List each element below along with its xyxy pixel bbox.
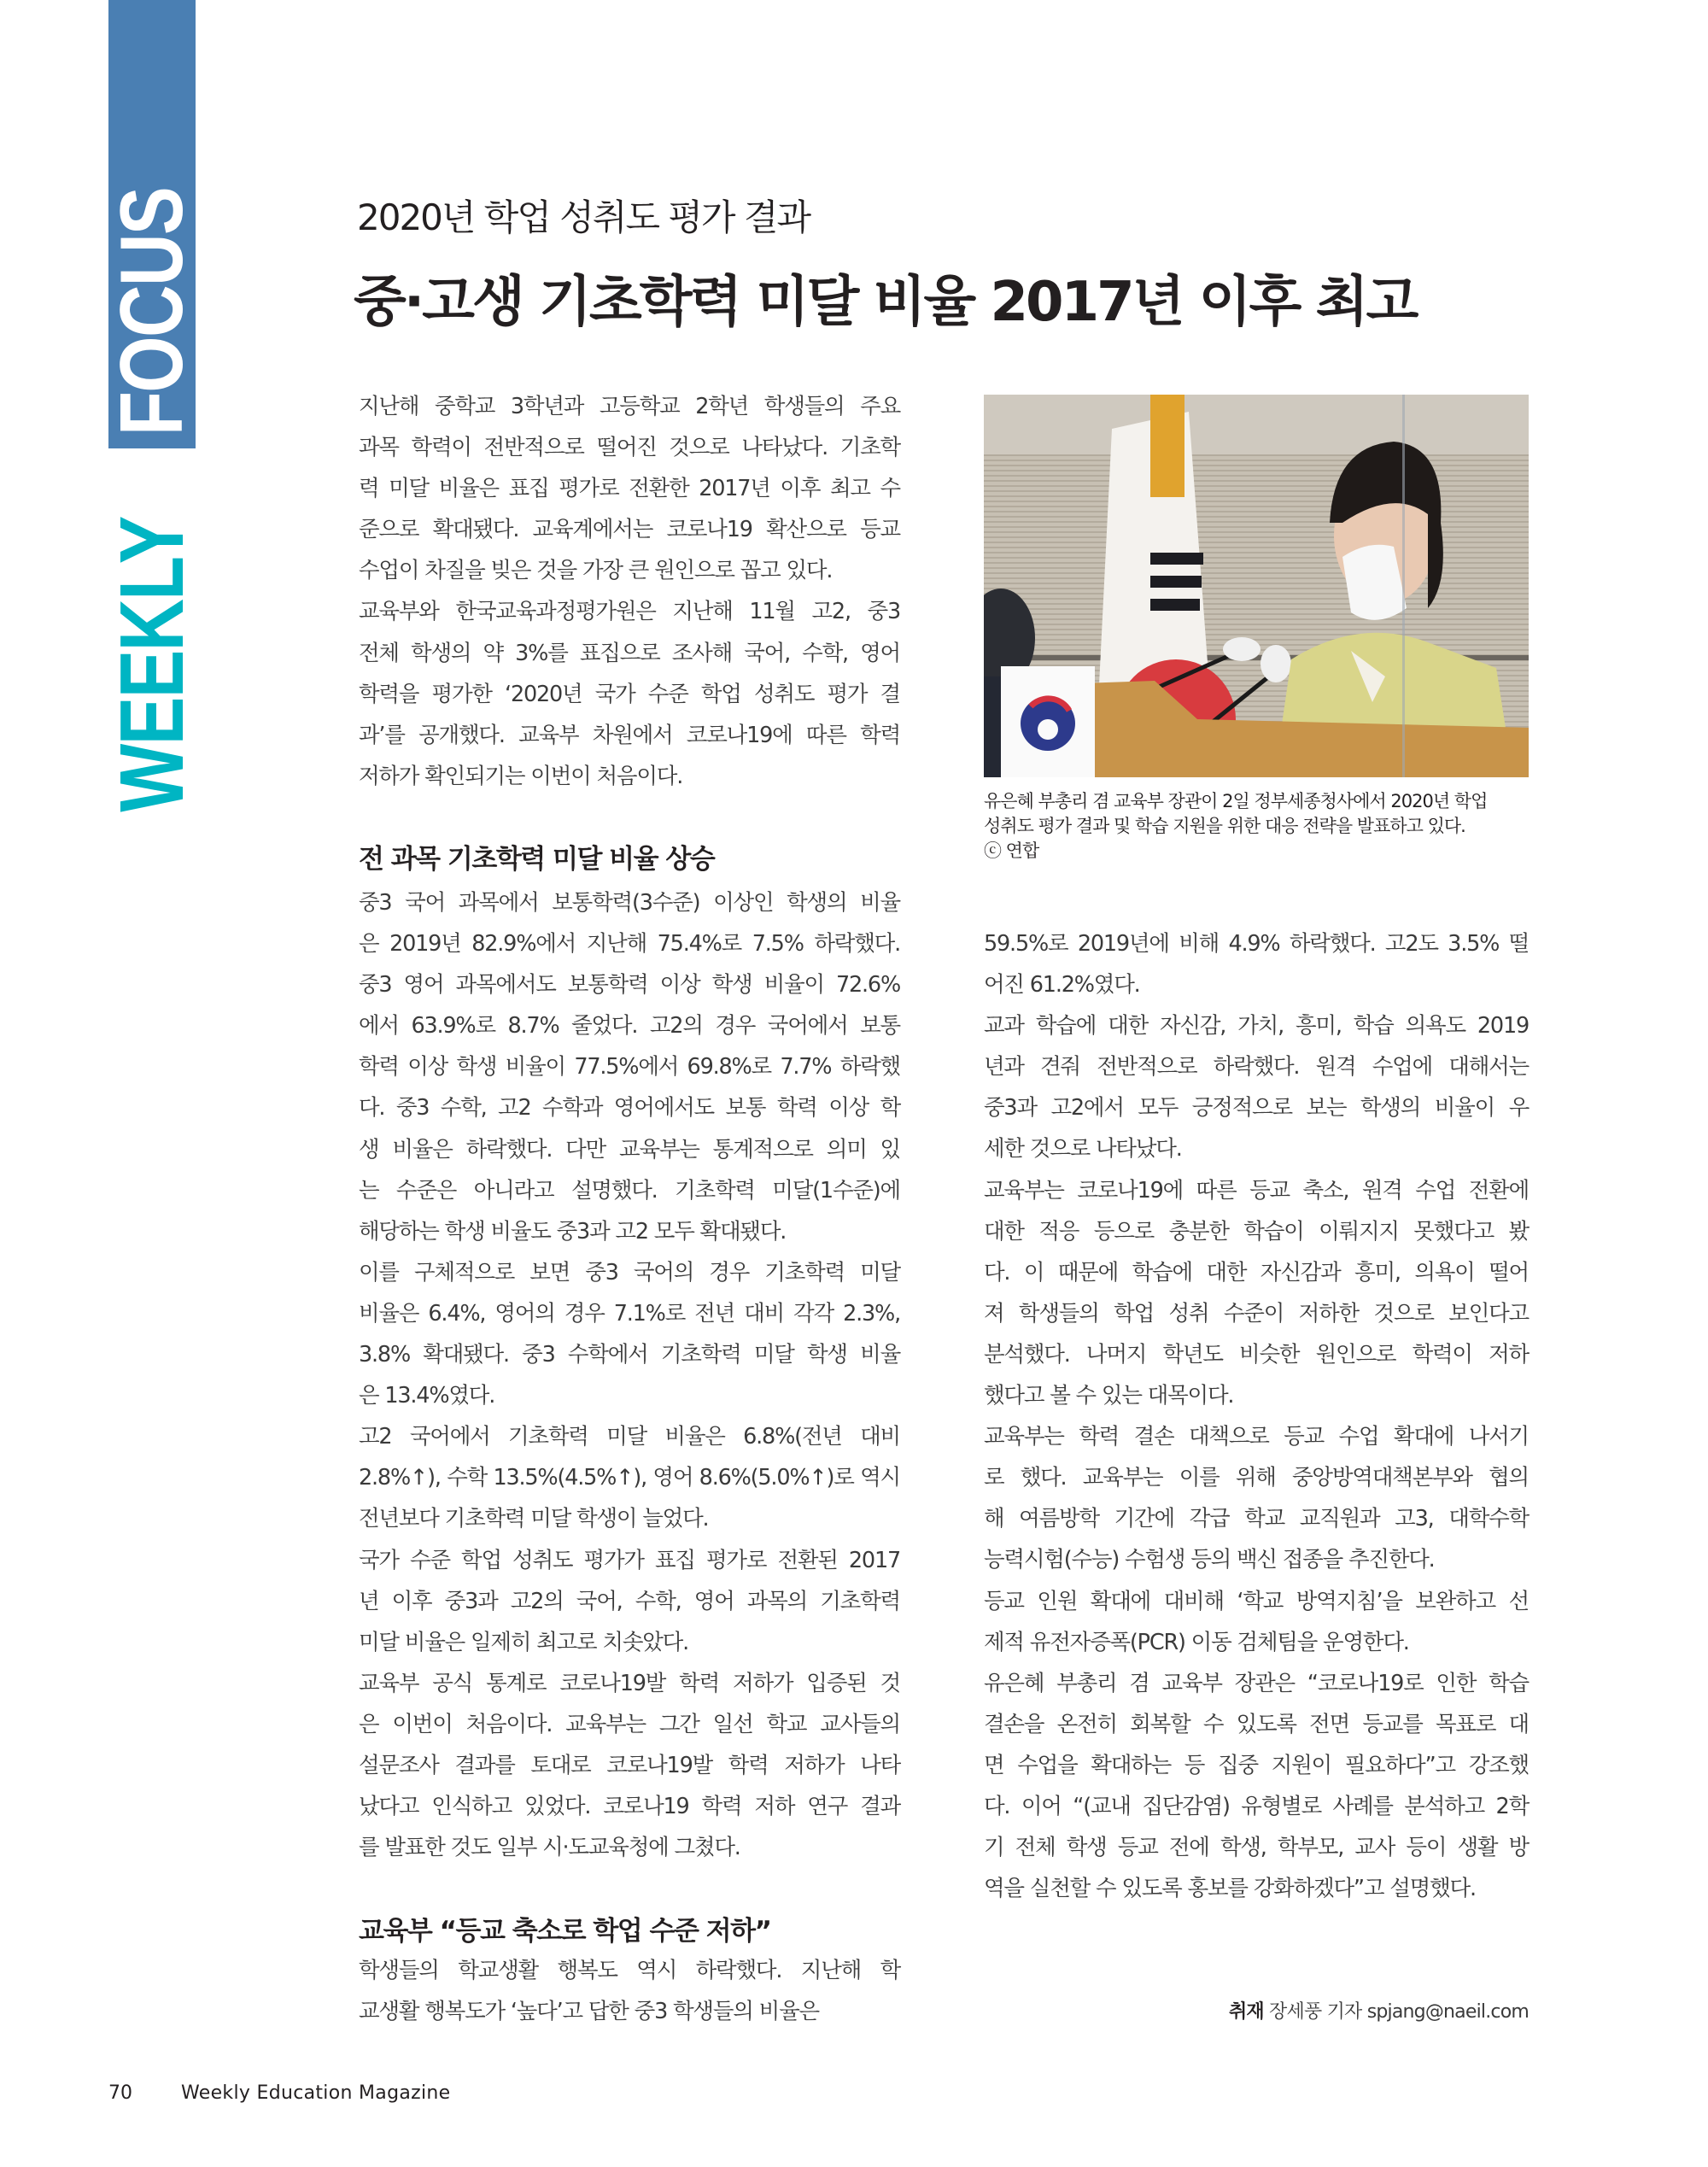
caption-line: ⓒ 연합: [984, 840, 1039, 861]
body-text-line: 59.5%로 2019년에 비해 4.9% 하락했다. 고2도 3.5% 떨: [984, 931, 1529, 957]
body-text-line: 년과 견줘 전반적으로 하락했다. 원격 수업에 대해서는: [984, 1054, 1529, 1081]
body-text-line: 로 했다. 교육부는 이를 위해 중앙방역대책본부와 협의: [984, 1465, 1529, 1491]
body-text-line: 어진 61.2%였다.: [984, 972, 1140, 999]
body-text-line: 해 여름방학 기간에 각급 학교 교직원과 고3, 대학수학: [984, 1506, 1529, 1532]
body-text-line: 2.8%↑), 수학 13.5%(4.5%↑), 영어 8.6%(5.0%↑)로 역시: [359, 1465, 900, 1491]
byline: [1229, 1997, 1529, 2024]
body-text-line: 미달 비율은 일제히 최고로 치솟았다.: [359, 1629, 689, 1655]
body-text-line: 생 비율은 하락했다. 다만 교육부는 통계적으로 의미 있: [359, 1136, 900, 1163]
body-text-line: 다. 중3 수학, 고2 수학과 영어에서도 보통 학력 이상 학: [359, 1095, 900, 1122]
body-text-line: 중3과 고2에서 모두 긍정적으로 보는 학생의 비율이 우: [984, 1095, 1529, 1122]
body-text-line: 학력을 평가한 ‘2020년 국가 수준 학업 성취도 평가 결: [359, 681, 900, 707]
body-text-line: 고2 국어에서 기초학력 미달 비율은 6.8%(전년 대비: [359, 1424, 900, 1450]
body-text-line: 과’를 공개했다. 교육부 차원에서 코로나19에 따른 학력: [359, 722, 900, 748]
body-text-line: 비율은 6.4%, 영어의 경우 7.1%로 전년 대비 각각 2.3%,: [359, 1300, 900, 1327]
byline-text: 장세풍 기자 spjang@naeil.com: [1269, 2001, 1529, 2023]
body-text-line: 해당하는 학생 비율도 중3과 고2 모두 확대됐다.: [359, 1218, 787, 1245]
body-text-line: 교과 학습에 대한 자신감, 가치, 흥미, 학습 의욕도 2019: [984, 1013, 1529, 1040]
right-body-block: [984, 923, 1529, 1909]
focus-label-wrap: [102, 187, 202, 436]
caption-line: 유은혜 부총리 겸 교육부 장관이 2일 정부세종청사에서 2020년 학업: [984, 791, 1488, 811]
body-text-line: 국가 수준 학업 성취도 평가가 표집 평가로 전환된 2017: [359, 1547, 900, 1573]
left-section1-block: [359, 882, 900, 1868]
body-text-line: 설문조사 결과를 토대로 코로나19발 학력 저하가 나타: [359, 1752, 900, 1778]
body-text-line: 등교 인원 확대에 대비해 ‘학교 방역지침’을 보완하고 선: [984, 1588, 1529, 1614]
press-briefing-image: [984, 395, 1529, 777]
body-text-line: 전년보다 기초학력 미달 학생이 늘었다.: [359, 1506, 709, 1532]
body-text-line: 대한 적응 등으로 충분한 학습이 이뤄지지 못했다고 봤: [984, 1218, 1529, 1245]
body-text-line: 교육부는 학력 결손 대책으로 등교 수업 확대에 나서기: [984, 1424, 1529, 1450]
body-text-line: 년 이후 중3과 고2의 국어, 수학, 영어 과목의 기초학력: [359, 1588, 900, 1614]
body-text-line: 다. 이어 “(교내 집단감염) 유형별로 사례를 분석하고 2학: [984, 1793, 1529, 1819]
body-text-line: 과목 학력이 전반적으로 떨어진 것으로 나타났다. 기초학: [359, 435, 900, 461]
section-heading-2: 교육부 “등교 축소로 학업 수준 저하”: [359, 1916, 771, 1947]
body-text-line: 은 13.4%였다.: [359, 1383, 495, 1409]
body-text-line: 저하가 확인되기는 이번이 처음이다.: [359, 763, 683, 789]
body-text-line: 결손을 온전히 회복할 수 있도록 전면 등교를 목표로 대: [984, 1711, 1529, 1737]
body-text-line: 했다고 볼 수 있는 대목이다.: [984, 1383, 1234, 1409]
body-text-line: 교육부 공식 통계로 코로나19발 학력 저하가 입증된 것: [359, 1670, 900, 1696]
body-text-line: 는 수준은 아니라고 설명했다. 기초학력 미달(1수준)에: [359, 1177, 900, 1204]
body-text-line: 중3 영어 과목에서도 보통학력 이상 학생 비율이 72.6%: [359, 972, 900, 999]
caption-line: 성취도 평가 결과 및 학습 지원을 위한 대응 전략을 발표하고 있다.: [984, 816, 1465, 836]
body-text-line: 력 미달 비율은 표집 평가로 전환한 2017년 이후 최고 수: [359, 476, 900, 502]
body-text-line: 기 전체 학생 등교 전에 학생, 학부모, 교사 등이 생활 방: [984, 1835, 1529, 1861]
body-text-line: 수업이 차질을 빚은 것을 가장 큰 원인으로 꼽고 있다.: [359, 558, 833, 584]
magazine-name: Weekly Education Magazine: [181, 2082, 451, 2104]
byline-label: 취재: [1228, 2001, 1264, 2023]
body-text-line: 에서 63.9%로 8.7% 줄었다. 고2의 경우 국어에서 보통: [359, 1013, 900, 1040]
weekly-label: WEEKLY: [102, 516, 203, 812]
article-photo: [984, 395, 1529, 777]
body-text-line: 다. 이 때문에 학습에 대한 자신감과 흥미, 의욕이 떨어: [984, 1259, 1529, 1286]
left-intro-block: [359, 386, 900, 797]
body-text-line: 은 이번이 처음이다. 교육부는 그간 일선 학교 교사들의: [359, 1711, 900, 1737]
article-kicker: 2020년 학업 성취도 평가 결과: [357, 196, 810, 238]
body-text-line: 이를 구체적으로 보면 중3 국어의 경우 기초학력 미달: [359, 1259, 900, 1286]
page-number: 70: [108, 2082, 132, 2104]
body-text-line: 역을 실천할 수 있도록 홍보를 강화하겠다”고 설명했다.: [984, 1876, 1476, 1902]
body-text-line: 유은혜 부총리 겸 교육부 장관은 “코로나19로 인한 학습: [984, 1670, 1529, 1696]
photo-caption: [984, 789, 1530, 864]
body-text-line: 세한 것으로 나타났다.: [984, 1136, 1182, 1163]
body-text-line: 를 발표한 것도 일부 시·도교육청에 그쳤다.: [359, 1835, 740, 1861]
focus-label: FOCUS: [102, 187, 202, 436]
body-text-line: 전체 학생의 약 3%를 표집으로 조사해 국어, 수학, 영어: [359, 640, 900, 666]
body-text-line: 학력 이상 학생 비율이 77.5%에서 69.8%로 7.7% 하락했: [359, 1054, 900, 1081]
body-text-line: 3.8% 확대됐다. 중3 수학에서 기초학력 미달 학생 비율: [359, 1342, 900, 1368]
section-heading-1: 전 과목 기초학력 미달 비율 상승: [359, 844, 715, 875]
body-text-line: 준으로 확대됐다. 교육계에서는 코로나19 확산으로 등교: [359, 517, 900, 543]
weekly-label-wrap: [102, 470, 203, 858]
body-text-line: 제적 유전자증폭(PCR) 이동 검체팀을 운영한다.: [984, 1629, 1409, 1655]
body-text-line: 교육부는 코로나19에 따른 등교 축소, 원격 수업 전환에: [984, 1177, 1529, 1204]
body-text-line: 교육부와 한국교육과정평가원은 지난해 11월 고2, 중3: [359, 599, 900, 625]
body-text-line: 능력시험(수능) 수험생 등의 백신 접종을 추진한다.: [984, 1547, 1435, 1573]
body-text-line: 면 수업을 확대하는 등 집중 지원이 필요하다”고 강조했: [984, 1752, 1529, 1778]
body-text-line: 은 2019년 82.9%에서 지난해 75.4%로 7.5% 하락했다.: [359, 931, 900, 958]
body-text-line: 학생들의 학교생활 행복도 역시 하락했다. 지난해 학: [359, 1958, 900, 1983]
article-headline: 중·고생 기초학력 미달 비율 2017년 이후 최고: [354, 271, 1417, 334]
body-text-line: 중3 국어 과목에서 보통학력(3수준) 이상인 학생의 비율: [359, 890, 900, 916]
body-text-line: 분석했다. 나머지 학년도 비슷한 원인으로 학력이 저하: [984, 1341, 1529, 1368]
body-text-line: 났다고 인식하고 있었다. 코로나19 학력 저하 연구 결과: [359, 1794, 900, 1820]
body-text-line: 지난해 중학교 3학년과 고등학교 2학년 학생들의 주요: [359, 394, 900, 419]
body-text-line: 져 학생들의 학업 성취 수준이 저하한 것으로 보인다고: [984, 1300, 1529, 1327]
left-section2-block: [359, 1950, 900, 2032]
body-text-line: 교생활 행복도가 ‘높다’고 답한 중3 학생들의 비율은: [359, 1999, 819, 2025]
